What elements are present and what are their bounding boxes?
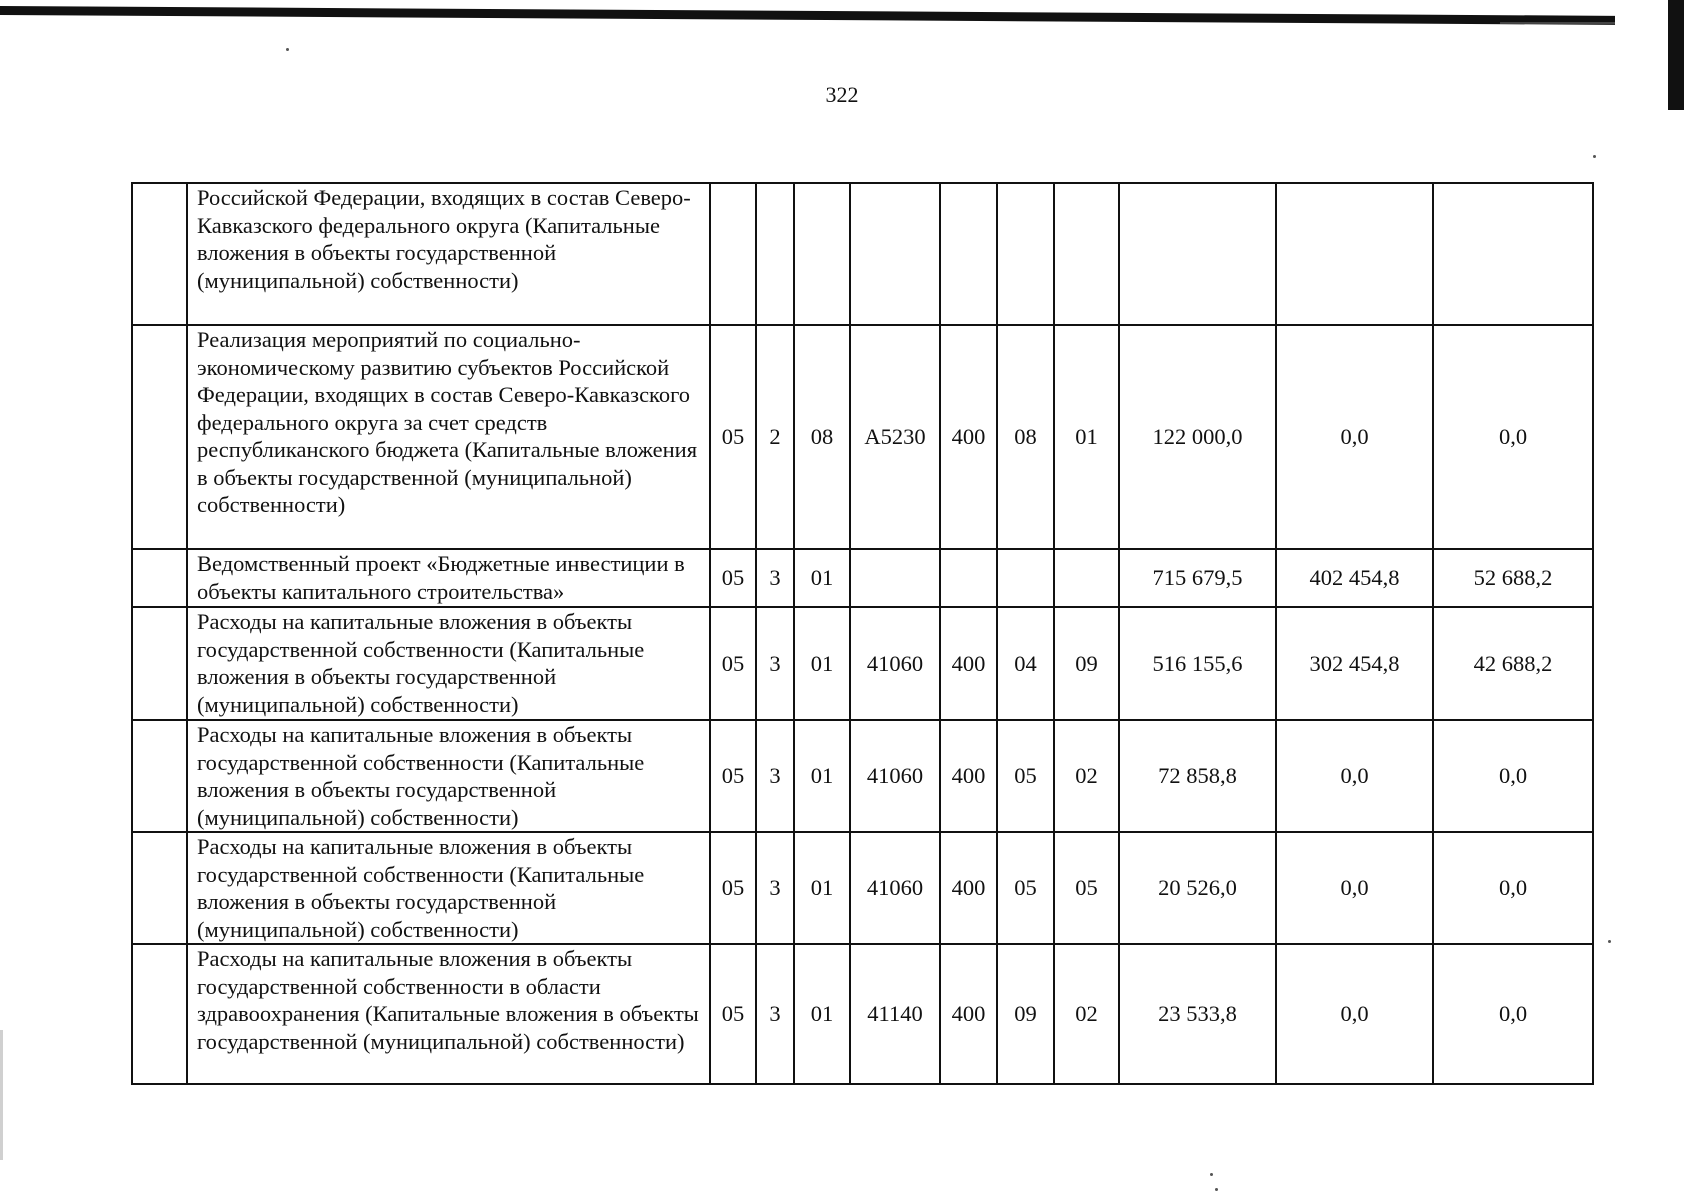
amount-cell — [1433, 183, 1593, 325]
code-cell: 01 — [794, 832, 850, 944]
code-cell: 01 — [794, 607, 850, 720]
scan-speck — [1210, 1173, 1213, 1176]
code-cell: 400 — [940, 832, 997, 944]
scan-speck — [1593, 155, 1596, 158]
amount-cell: 402 454,8 — [1276, 549, 1433, 607]
code-cell: 04 — [997, 607, 1054, 720]
code-cell: 05 — [710, 549, 756, 607]
code-cell: 05 — [1054, 832, 1119, 944]
code-cell: 3 — [756, 549, 794, 607]
amount-cell: 72 858,8 — [1119, 720, 1276, 832]
table-row — [132, 832, 1593, 944]
code-cell: 08 — [997, 325, 1054, 549]
amount-cell: 302 454,8 — [1276, 607, 1433, 720]
code-cell: 01 — [794, 549, 850, 607]
amount-cell: 23 533,8 — [1119, 944, 1276, 1084]
code-cell: 01 — [794, 944, 850, 1084]
code-cell — [1054, 549, 1119, 607]
code-cell: 3 — [756, 607, 794, 720]
row-number-cell — [132, 607, 187, 720]
code-cell: 3 — [756, 944, 794, 1084]
code-cell: А5230 — [850, 325, 940, 549]
table-row — [132, 183, 1593, 325]
amount-cell: 42 688,2 — [1433, 607, 1593, 720]
code-cell: 08 — [794, 325, 850, 549]
code-cell: 400 — [940, 607, 997, 720]
amount-cell — [1276, 183, 1433, 325]
scan-speck — [1215, 1188, 1218, 1191]
amount-cell: 0,0 — [1276, 720, 1433, 832]
table-row — [132, 549, 1593, 607]
code-cell: 400 — [940, 325, 997, 549]
code-cell: 09 — [1054, 607, 1119, 720]
top-border-rule — [0, 6, 1615, 25]
code-cell — [940, 549, 997, 607]
code-cell: 05 — [710, 832, 756, 944]
item-name-cell: Расходы на капитальные вложения в объекты государственной собственности (Капитальные вложения в объекты государственной (муниципальной) собственности) — [187, 607, 710, 720]
row-number-cell — [132, 183, 187, 325]
item-name-cell: Ведомственный проект «Бюджетные инвестиции в объекты капитального строительства» — [187, 549, 710, 607]
table-row — [132, 720, 1593, 832]
table-row — [132, 607, 1593, 720]
item-name-cell: Реализация мероприятий по социально-экономическому развитию субъектов Российской Федерации, входящих в состав Северо-Кавказского федерального округа за счет средств республиканского бюджета (Капитальные вложения в объекты государственной (муниципальной) собственности) — [187, 325, 710, 549]
scan-edge-mark — [0, 1030, 3, 1160]
code-cell: 09 — [997, 944, 1054, 1084]
code-cell: 05 — [710, 944, 756, 1084]
amount-cell: 0,0 — [1433, 720, 1593, 832]
code-cell: 05 — [710, 607, 756, 720]
amount-cell: 52 688,2 — [1433, 549, 1593, 607]
row-number-cell — [132, 325, 187, 549]
scan-speck — [286, 48, 289, 51]
code-cell — [850, 549, 940, 607]
page-number: 322 — [825, 82, 859, 107]
code-cell: 41060 — [850, 607, 940, 720]
item-name-cell: Расходы на капитальные вложения в объекты государственной собственности в области здравоохранения (Капитальные вложения в объекты государственной (муниципальной) собственности) — [187, 944, 710, 1084]
code-cell: 02 — [1054, 720, 1119, 832]
amount-cell — [1119, 183, 1276, 325]
code-cell: 05 — [710, 720, 756, 832]
code-cell — [940, 183, 997, 325]
code-cell: 05 — [710, 325, 756, 549]
row-number-cell — [132, 944, 187, 1084]
scan-speck — [1608, 940, 1611, 943]
code-cell — [794, 183, 850, 325]
row-number-cell — [132, 832, 187, 944]
code-cell: 2 — [756, 325, 794, 549]
code-cell: 05 — [997, 832, 1054, 944]
code-cell: 41060 — [850, 832, 940, 944]
row-number-cell — [132, 549, 187, 607]
table-row — [132, 325, 1593, 549]
amount-cell: 516 155,6 — [1119, 607, 1276, 720]
amount-cell: 0,0 — [1276, 832, 1433, 944]
code-cell — [850, 183, 940, 325]
amount-cell: 0,0 — [1276, 325, 1433, 549]
amount-cell: 715 679,5 — [1119, 549, 1276, 607]
code-cell: 400 — [940, 944, 997, 1084]
code-cell: 3 — [756, 720, 794, 832]
code-cell: 01 — [1054, 325, 1119, 549]
amount-cell: 0,0 — [1433, 944, 1593, 1084]
budget-table — [131, 182, 1594, 1085]
top-border-rule-thin — [1500, 22, 1615, 24]
item-name-cell: Расходы на капитальные вложения в объекты государственной собственности (Капитальные вложения в объекты государственной (муниципальной) собственности) — [187, 720, 710, 832]
amount-cell: 20 526,0 — [1119, 832, 1276, 944]
code-cell: 05 — [997, 720, 1054, 832]
code-cell: 41060 — [850, 720, 940, 832]
code-cell: 01 — [794, 720, 850, 832]
row-number-cell — [132, 720, 187, 832]
amount-cell: 0,0 — [1433, 832, 1593, 944]
code-cell: 02 — [1054, 944, 1119, 1084]
code-cell — [710, 183, 756, 325]
item-name-cell: Расходы на капитальные вложения в объекты государственной собственности (Капитальные вложения в объекты государственной (муниципальной) собственности) — [187, 832, 710, 944]
item-name-cell: Российской Федерации, входящих в состав Северо-Кавказского федерального округа (Капитальные вложения в объекты государственной (муниципальной) собственности) — [187, 183, 710, 325]
table-row — [132, 944, 1593, 1084]
code-cell — [997, 183, 1054, 325]
code-cell — [997, 549, 1054, 607]
code-cell: 3 — [756, 832, 794, 944]
code-cell: 41140 — [850, 944, 940, 1084]
code-cell: 400 — [940, 720, 997, 832]
amount-cell: 122 000,0 — [1119, 325, 1276, 549]
amount-cell: 0,0 — [1433, 325, 1593, 549]
code-cell — [1054, 183, 1119, 325]
code-cell — [756, 183, 794, 325]
amount-cell: 0,0 — [1276, 944, 1433, 1084]
